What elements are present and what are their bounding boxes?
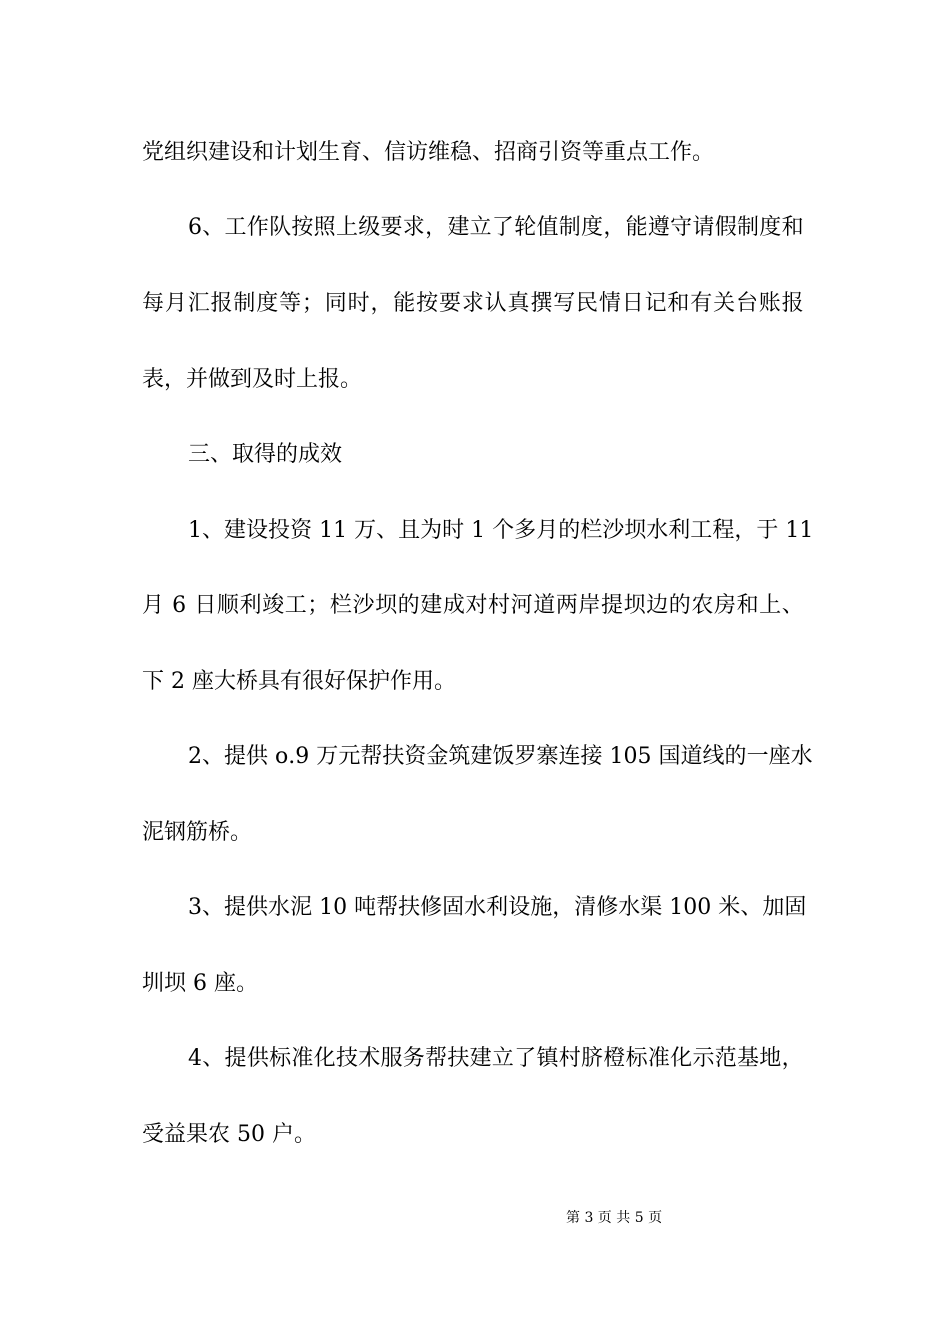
paragraph-line: 月 6 日 顺 利 竣 工 ； 栏 沙 坝 的 建 成 对 村 河 道 两 岸 提 坝 边 的 农 房 和 上 、 (142, 593, 804, 618)
paragraph-line: 受益果农 50 户。 (142, 1122, 316, 1147)
paragraph-line: 每 月 汇 报 制 度 等 ； 同 时 ， 能 按 要 求 认 真 撰 写 民 情 日 记 和 有 关 台 账 报 (142, 291, 804, 316)
page-number-footer: 第 3 页 共 5 页 (566, 1210, 663, 1226)
paragraph-line: 4 、 提 供 标 准 化 技 术 服 务 帮 扶 建 立 了 镇 村 脐 橙 标 准 化 示 范 基 地 ， (188, 1046, 804, 1071)
paragraph-line: 党组织建设和计划生育、信访维稳、招商引资等重点工作。 (142, 140, 715, 165)
section-heading: 三、取得的成效 (188, 442, 343, 467)
paragraph-line: 2 、 提 供 o . 9 万 元 帮 扶 资 金 筑 建 饭 罗 寨 连 接 1 0 5 国 道 线 的 一 座 水 (188, 744, 813, 769)
paragraph-line: 圳坝 6 座。 (142, 971, 258, 996)
paragraph-line: 下 2 座大桥具有很好保护作用。 (142, 669, 456, 694)
paragraph-line: 1 、 建 设 投 资 1 1 万 、 且 为 时 1 个 多 月 的 栏 沙 坝 水 利 工 程 ， 于 1 1 (188, 518, 814, 543)
paragraph-line: 泥钢筋桥。 (142, 820, 253, 845)
paragraph-line: 3 、 提 供 水 泥 1 0 吨 帮 扶 修 固 水 利 设 施 ， 清 修 水 渠 1 0 0 米 、 加 固 (188, 895, 807, 920)
paragraph-line: 表，并做到及时上报。 (142, 367, 363, 392)
paragraph-line: 6 、 工 作 队 按 照 上 级 要 求 ， 建 立 了 轮 值 制 度 ， 能 遵 守 请 假 制 度 和 (188, 215, 804, 240)
